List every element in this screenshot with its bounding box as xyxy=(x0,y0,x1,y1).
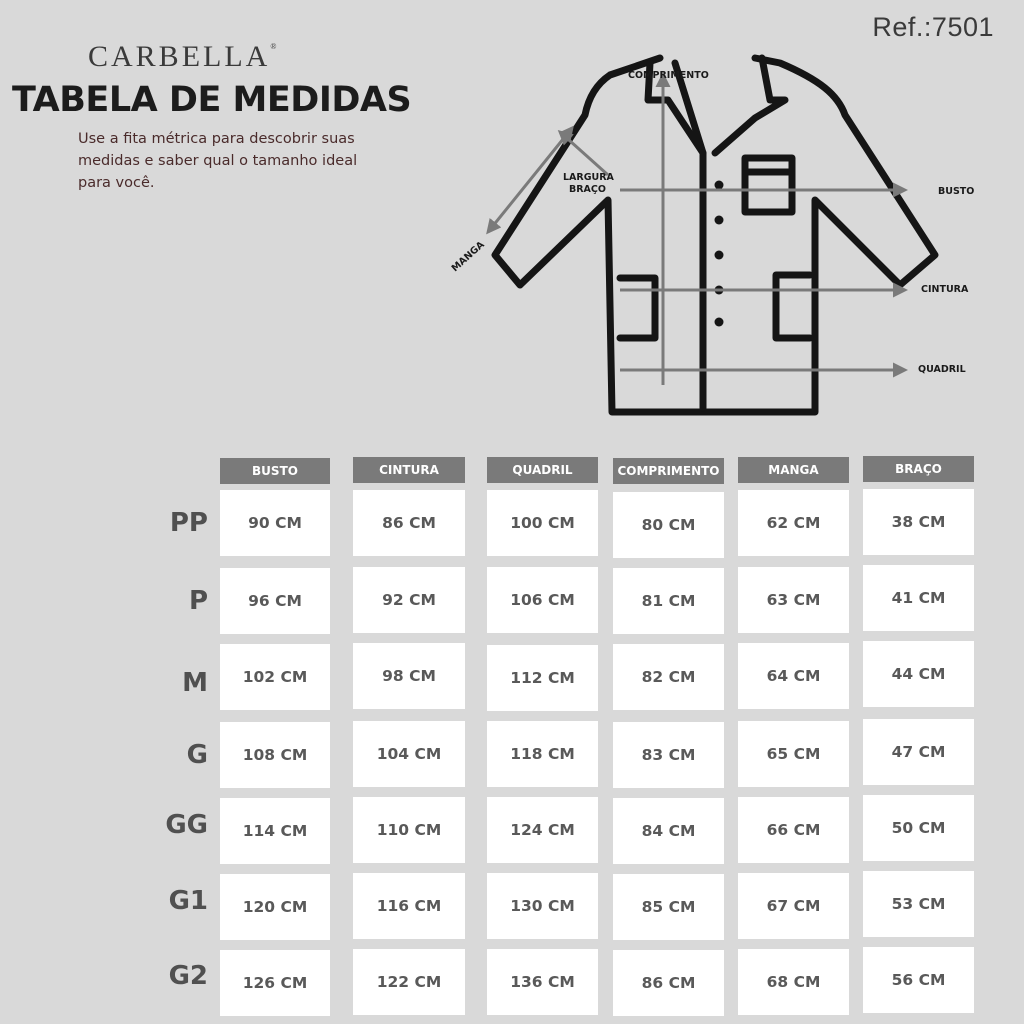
table-cell: 90 CM xyxy=(220,490,330,556)
table-cell: 81 CM xyxy=(613,568,724,634)
table-cell: 112 CM xyxy=(487,645,598,711)
manga-arrow xyxy=(488,128,572,232)
header-comprimento: COMPRIMENTO xyxy=(613,458,724,484)
table-cell: 84 CM xyxy=(613,798,724,864)
size-label: P xyxy=(188,586,208,616)
table-cell: 116 CM xyxy=(353,873,465,939)
table-cell: 83 CM xyxy=(613,722,724,788)
table-cell: 96 CM xyxy=(220,568,330,634)
label-quadril: QUADRIL xyxy=(918,364,966,375)
table-cell: 47 CM xyxy=(863,719,974,785)
table-cell: 68 CM xyxy=(738,949,849,1015)
table-cell: 98 CM xyxy=(353,643,465,709)
table-cell: 64 CM xyxy=(738,643,849,709)
table-cell: 102 CM xyxy=(220,644,330,710)
table-cell: 80 CM xyxy=(613,492,724,558)
coat-buttons xyxy=(715,181,724,327)
table-cell: 104 CM xyxy=(353,721,465,787)
coat-outline xyxy=(495,58,935,412)
table-cell: 56 CM xyxy=(863,947,974,1013)
table-cell: 120 CM xyxy=(220,874,330,940)
table-cell: 130 CM xyxy=(487,873,598,939)
size-label: GG xyxy=(165,810,208,840)
header-busto: BUSTO xyxy=(220,458,330,484)
largura-braco-arrow xyxy=(560,132,608,175)
table-cell: 44 CM xyxy=(863,641,974,707)
table-cell: 53 CM xyxy=(863,871,974,937)
table-cell: 85 CM xyxy=(613,874,724,940)
page-subtitle: Use a fita métrica para descobrir suas medidas e saber qual o tamanho ideal para você. xyxy=(78,131,358,191)
table-cell: 63 CM xyxy=(738,567,849,633)
size-label: G2 xyxy=(168,961,208,991)
table-cell: 86 CM xyxy=(353,490,465,556)
label-largura-line2: BRAÇO xyxy=(569,184,606,195)
label-manga: MANGA xyxy=(449,239,487,275)
table-cell: 108 CM xyxy=(220,722,330,788)
coat-left-pocket xyxy=(620,278,655,338)
table-cell: 67 CM xyxy=(738,873,849,939)
label-busto: BUSTO xyxy=(938,186,975,197)
coat-body xyxy=(495,58,935,412)
table-cell: 122 CM xyxy=(353,949,465,1015)
table-cell: 110 CM xyxy=(353,797,465,863)
table-cell: 50 CM xyxy=(863,795,974,861)
coat-chest-pocket xyxy=(745,158,792,212)
size-label: PP xyxy=(169,508,208,538)
reference-code: Ref.:7501 xyxy=(872,12,994,42)
registered-mark: ® xyxy=(270,42,277,51)
table-cell: 114 CM xyxy=(220,798,330,864)
table-cell: 66 CM xyxy=(738,797,849,863)
coat-right-pocket xyxy=(776,275,810,338)
table-cell: 62 CM xyxy=(738,490,849,556)
table-cell: 118 CM xyxy=(487,721,598,787)
size-label: G1 xyxy=(168,886,208,916)
brand-name: CARBELLA xyxy=(88,40,271,73)
size-label: M xyxy=(182,668,208,698)
table-cell: 126 CM xyxy=(220,950,330,1016)
table-cell: 82 CM xyxy=(613,644,724,710)
label-cintura: CINTURA xyxy=(921,284,969,295)
table-cell: 65 CM xyxy=(738,721,849,787)
table-cell: 38 CM xyxy=(863,489,974,555)
table-cell: 124 CM xyxy=(487,797,598,863)
table-cell: 106 CM xyxy=(487,567,598,633)
label-comprimento: COMPRIMENTO xyxy=(628,70,709,81)
table-cell: 92 CM xyxy=(353,567,465,633)
header-quadril: QUADRIL xyxy=(487,457,598,483)
coat-measurement-diagram xyxy=(0,0,1024,440)
header-manga: MANGA xyxy=(738,457,849,483)
label-largura-line1: LARGURA xyxy=(563,172,614,183)
page-title: TABELA DE MEDIDAS xyxy=(12,80,412,120)
coat-collar-right xyxy=(715,58,785,153)
size-label: G xyxy=(186,740,208,770)
table-cell: 100 CM xyxy=(487,490,598,556)
table-cell: 41 CM xyxy=(863,565,974,631)
header-cintura: CINTURA xyxy=(353,457,465,483)
header-braco: BRAÇO xyxy=(863,456,974,482)
table-cell: 136 CM xyxy=(487,949,598,1015)
table-cell: 86 CM xyxy=(613,950,724,1016)
